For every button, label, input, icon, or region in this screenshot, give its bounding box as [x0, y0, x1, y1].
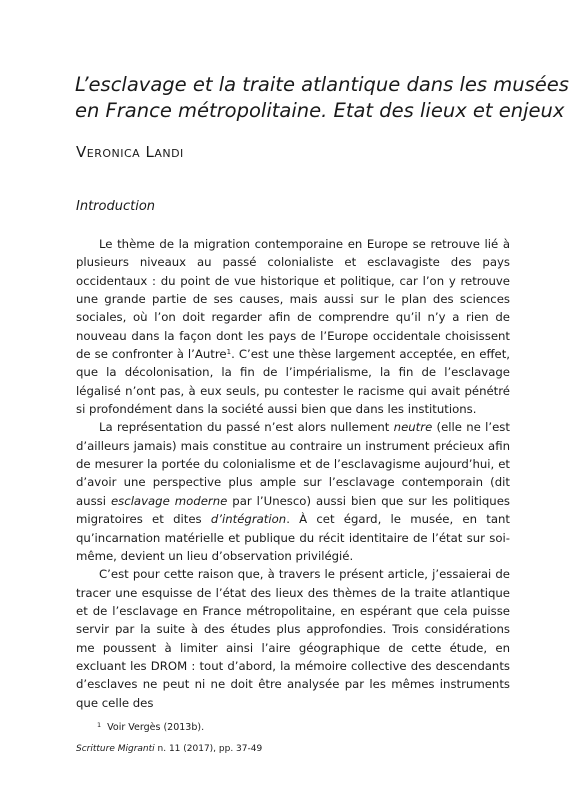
section-heading: Introduction — [76, 199, 156, 214]
running-footer — [76, 744, 262, 754]
article-title-line-2: en France métropolitaine. Etat des lieux et enjeux — [75, 99, 565, 122]
emphasis-neutre: neutre — [393, 420, 433, 435]
paragraph-2-part-b: (elle ne l’est d’ailleurs jamais) mais constitue au contraire un instrument précieux afin de mesurer la portée du colonialisme et de l’esclavagisme aujourd’hui, et d’avoir une perspective plus ample sur l’esclavage contemporain (dit aussi — [76, 420, 510, 508]
author-name: Veronica Landi — [76, 143, 184, 161]
article-title-line-1: L’esclavage et la traite atlantique dans les musées — [75, 73, 569, 96]
footnote-reference[interactable]: 1 — [226, 348, 232, 357]
emphasis-integration: d’intégration — [210, 512, 287, 527]
footnote-text: Voir Vergès (2013b). — [107, 722, 205, 733]
emphasis-esclavage-moderne: esclavage moderne — [110, 493, 228, 508]
paragraph-1 — [76, 235, 510, 418]
paragraph-2-part-d: . À cet égard, le musée, en tant qu’incarnation matérielle et publique du récit identitaire de l’état sur soi-même, devient un lieu d’observation privilégié. — [76, 512, 510, 563]
paragraph-2-part-a: La représentation du passé n’est alors nullement — [99, 420, 394, 435]
paragraph-2 — [76, 418, 510, 565]
paragraph-3: C’est pour cette raison que, à travers le présent article, j’essaierai de tracer une esquisse de l’état des lieux des thèmes de la traite atlantique et de l’esclavage en France métropolitaine, en espérant que cela puisse servir par la suite à des études plus approfondies. Trois considérations me poussent à limiter ainsi l’aire géographique de cette étude, en excluant les DROM : tout d’abord, la mémoire collective des descendants d’esclaves ne peut ni ne doit être analysée par les mêmes instruments que celle des — [76, 567, 510, 710]
footnote — [97, 721, 204, 733]
paragraph-2-part-c: par l’Unesco) aussi bien que sur les politiques migratoires et dites — [76, 493, 510, 527]
footnote-number: 1 — [97, 721, 102, 729]
issue-details: n. 11 (2017), pp. 37-49 — [154, 744, 263, 754]
paragraph-1-part-a: Le thème de la migration contemporaine en Europe se retrouve lié à plusieurs niveaux au passé colonialiste et esclavagiste des pays occidentaux : du point de vue historique et politique, car l’on y retrouve une grande partie de ses causes, mais aussi sur le plan des sciences sociales, où l’on doit regarder afin de comprendre qu’il n’y a rien de nouveau dans la façon dont les pays de l’Europe occidentale choisissent de se confronter à l’Autre — [76, 237, 510, 362]
journal-name: Scritture Migranti — [76, 744, 155, 754]
article-title — [75, 72, 569, 124]
paragraph-1-part-b: . C’est une thèse largement acceptée, en effet, que la décolonisation, la fin de l’impérialisme, la fin de l’esclavage légalisé n’ont pas, à eux seuls, pu contester le racisme qui avait pénétré si profondément dans la société aussi bien que dans les institutions. — [76, 347, 510, 417]
body-text — [76, 235, 510, 712]
